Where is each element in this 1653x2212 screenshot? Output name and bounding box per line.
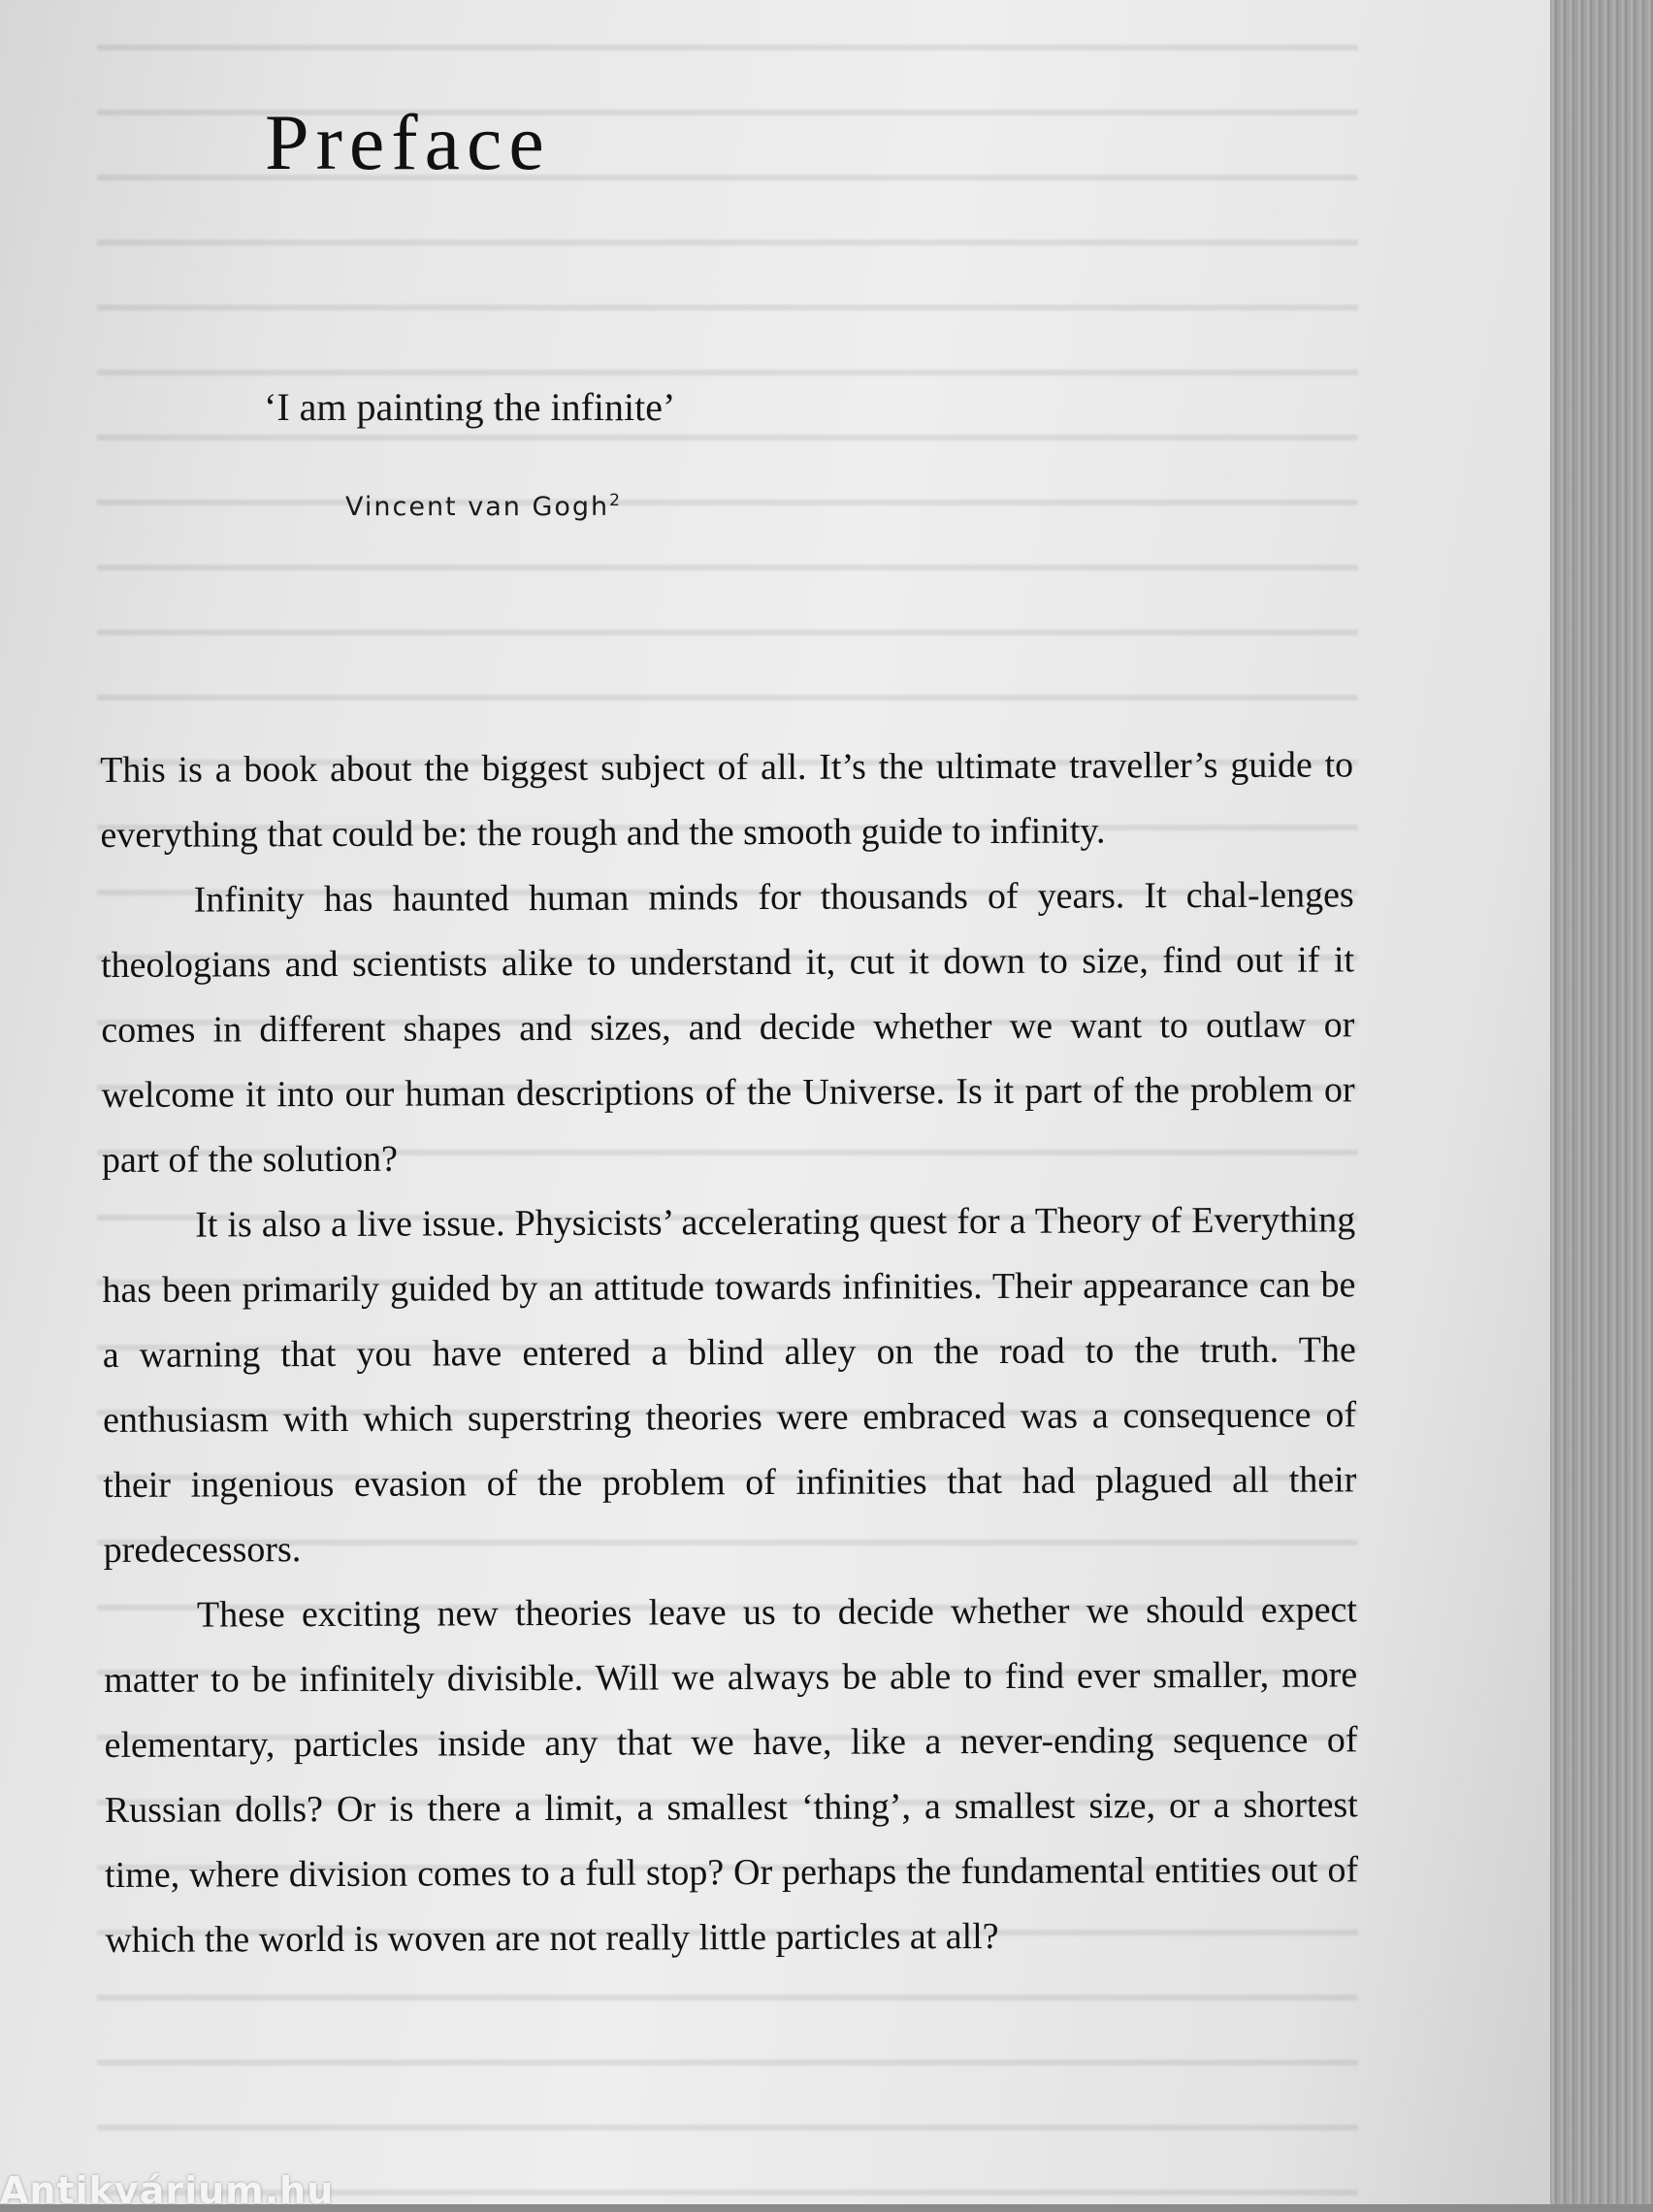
paragraph-3: It is also a live issue. Physicists’ accelerating quest for a Theory of Everything has been primarily guided by an attitude towards infinities. Their appearance can be a warning that you have entered a blind alley on the road to the truth. The enthusiasm with which superstring theories were embraced was a consequence of their ingenious evasion of the problem of infinities that had plagued all their predecessors. <box>102 1199 1357 1571</box>
epigraph-author: Vincent van Gogh <box>345 492 610 522</box>
epigraph-attribution <box>345 491 622 522</box>
paragraph-4: These exciting new theories leave us to decide whether we should expect matter to be infinitely divisible. Will we always be able to find ever smaller, more elementary, particles inside any that we have, like a never-ending sequence of Russian dolls? Or is there a limit, a smallest ‘thing’, a smallest size, or a shortest time, where division comes to a full stop? Or perhaps the fundamental entities out of which the world is woven are not really little particles at all? <box>104 1589 1359 1961</box>
paragraph-2: Infinity has haunted human minds for thousands of years. It chal-lenges theologians and scientists alike to understand it, cut it down to size, find out if it comes in different shapes and sizes, and decide whether we want to outlaw or welcome it into our human descriptions of the Universe. Is it part of the problem or part of the solution? <box>100 874 1355 1181</box>
paragraph-1: This is a book about the biggest subject of all. It’s the ultimate traveller’s guide to everything that could be: the rough and the smooth guide to infinity. <box>100 744 1354 856</box>
epigraph-quote: ‘I am painting the infinite’ <box>264 385 676 429</box>
footnote-marker: 2 <box>609 491 622 510</box>
body-text <box>100 732 1359 1973</box>
page-title: Preface <box>265 98 551 186</box>
watermark: Antikvárium.hu <box>0 2169 335 2212</box>
page-edge-stack <box>1550 0 1653 2204</box>
